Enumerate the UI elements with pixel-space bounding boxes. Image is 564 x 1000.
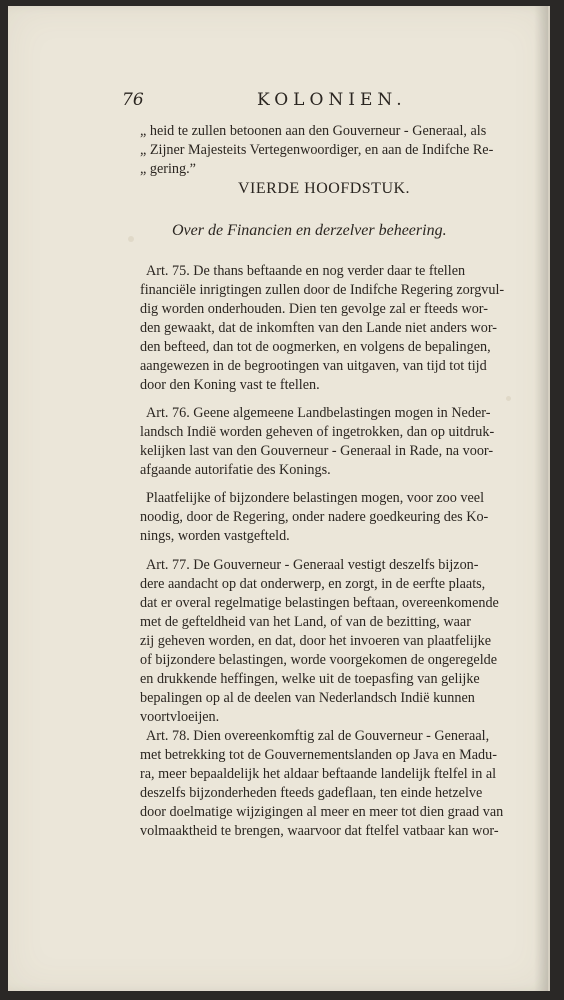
- text-line: den gewaakt, dat de inkomften van den Lande niet anders wor-: [140, 320, 498, 336]
- quote-block: [140, 122, 524, 179]
- text-line: aangewezen in de begrootingen van uitgaven, van tijd tot tijd: [140, 358, 487, 374]
- text-line: Art. 75. De thans beftaande en nog verder daar te ftellen: [146, 263, 466, 279]
- section-title: Over de Financien en derzelver beheering.: [172, 222, 447, 239]
- paper-stain: [128, 236, 134, 242]
- text-line: nings, worden vastgefteld.: [140, 528, 290, 544]
- text-line: Plaatfelijke of bijzondere belastingen mogen, voor zoo veel: [146, 490, 485, 506]
- text-line: „ Zijner Majesteits Vertegenwoordiger, en aan de Indifche Re-: [140, 142, 494, 158]
- text-line: Art. 76. Geene algemeene Landbelastingen mogen in Neder-: [146, 405, 491, 421]
- paper-stain: [506, 396, 511, 401]
- text-line: met betrekking tot de Gouvernementslanden op Java en Madu-: [140, 747, 497, 763]
- text-line: landsch Indië worden geheven of ingetrokken, dan op uitdruk-: [140, 424, 495, 440]
- text-line: door den Koning vast te ftellen.: [140, 377, 320, 393]
- paragraph-art-76: [140, 404, 524, 480]
- text-line: zij geheven worden, en dat, door het invoeren van plaatfelijke: [140, 633, 492, 649]
- text-line: afgaande autorifatie des Konings.: [140, 462, 331, 478]
- text-line: of bijzondere belastingen, worde voorgekomen de ongeregelde: [140, 652, 498, 668]
- text-line: en drukkende heffingen, welke uit de toepasfing van gelijke: [140, 671, 480, 687]
- text-line: dat er overal regelmatige belastingen beftaan, overeenkomende: [140, 595, 499, 611]
- text-line: noodig, door de Regering, onder nadere goedkeuring des Ko-: [140, 509, 489, 525]
- text-line: „ gering.”: [140, 161, 196, 177]
- text-line: den befteed, dan tot de oogmerken, en volgens de bepalingen,: [140, 339, 491, 355]
- text-line: bepalingen op al de deelen van Nederlandsch Indië kunnen: [140, 690, 475, 706]
- text-line: „ heid te zullen betoonen aan den Gouverneur - Generaal, als: [140, 123, 487, 139]
- paragraph-art-77: [140, 556, 524, 727]
- text-line: ra, meer bepaaldelijk het aldaar beftaande landelijk ftelfel in al: [140, 766, 497, 782]
- text-line: financiële inrigtingen zullen door de Indifche Regering zorgvul-: [140, 282, 505, 298]
- text-line: door doelmatige wijzigingen al meer en meer tot dien graad van: [140, 804, 504, 820]
- text-line: Art. 78. Dien overeenkomftig zal de Gouverneur - Generaal,: [146, 728, 490, 744]
- text-line: Art. 77. De Gouverneur - Generaal vestigt deszelfs bijzon-: [146, 557, 479, 573]
- paragraph-local-taxes: [140, 489, 524, 546]
- text-line: kelijken last van den Gouverneur - Generaal in Rade, na voor-: [140, 443, 494, 459]
- chapter-title: VIERDE HOOFDSTUK.: [238, 180, 411, 197]
- text-line: volmaaktheid te brengen, waarvoor dat ftelfel vatbaar kan wor-: [140, 823, 499, 839]
- paragraph-art-78: [140, 727, 524, 841]
- text-line: dere aandacht op dat onderwerp, en zorgt, in de eerfte plaats,: [140, 576, 486, 592]
- text-line: deszelfs bijzonderheden fteeds gadeflaan, ten einde hetzelve: [140, 785, 483, 801]
- text-line: met de gefteldheid van het Land, of van de bezitting, waar: [140, 614, 471, 630]
- paragraph-art-75: [140, 262, 524, 395]
- text-line: dig worden onderhouden. Dien ten gevolge zal er fteeds wor-: [140, 301, 488, 317]
- running-title: KOLONIEN.: [257, 90, 407, 110]
- page-header: [122, 90, 442, 114]
- page-number: 76: [122, 90, 144, 110]
- text-line: voortvloeijen.: [140, 709, 220, 725]
- page-spine-shadow: [534, 6, 548, 991]
